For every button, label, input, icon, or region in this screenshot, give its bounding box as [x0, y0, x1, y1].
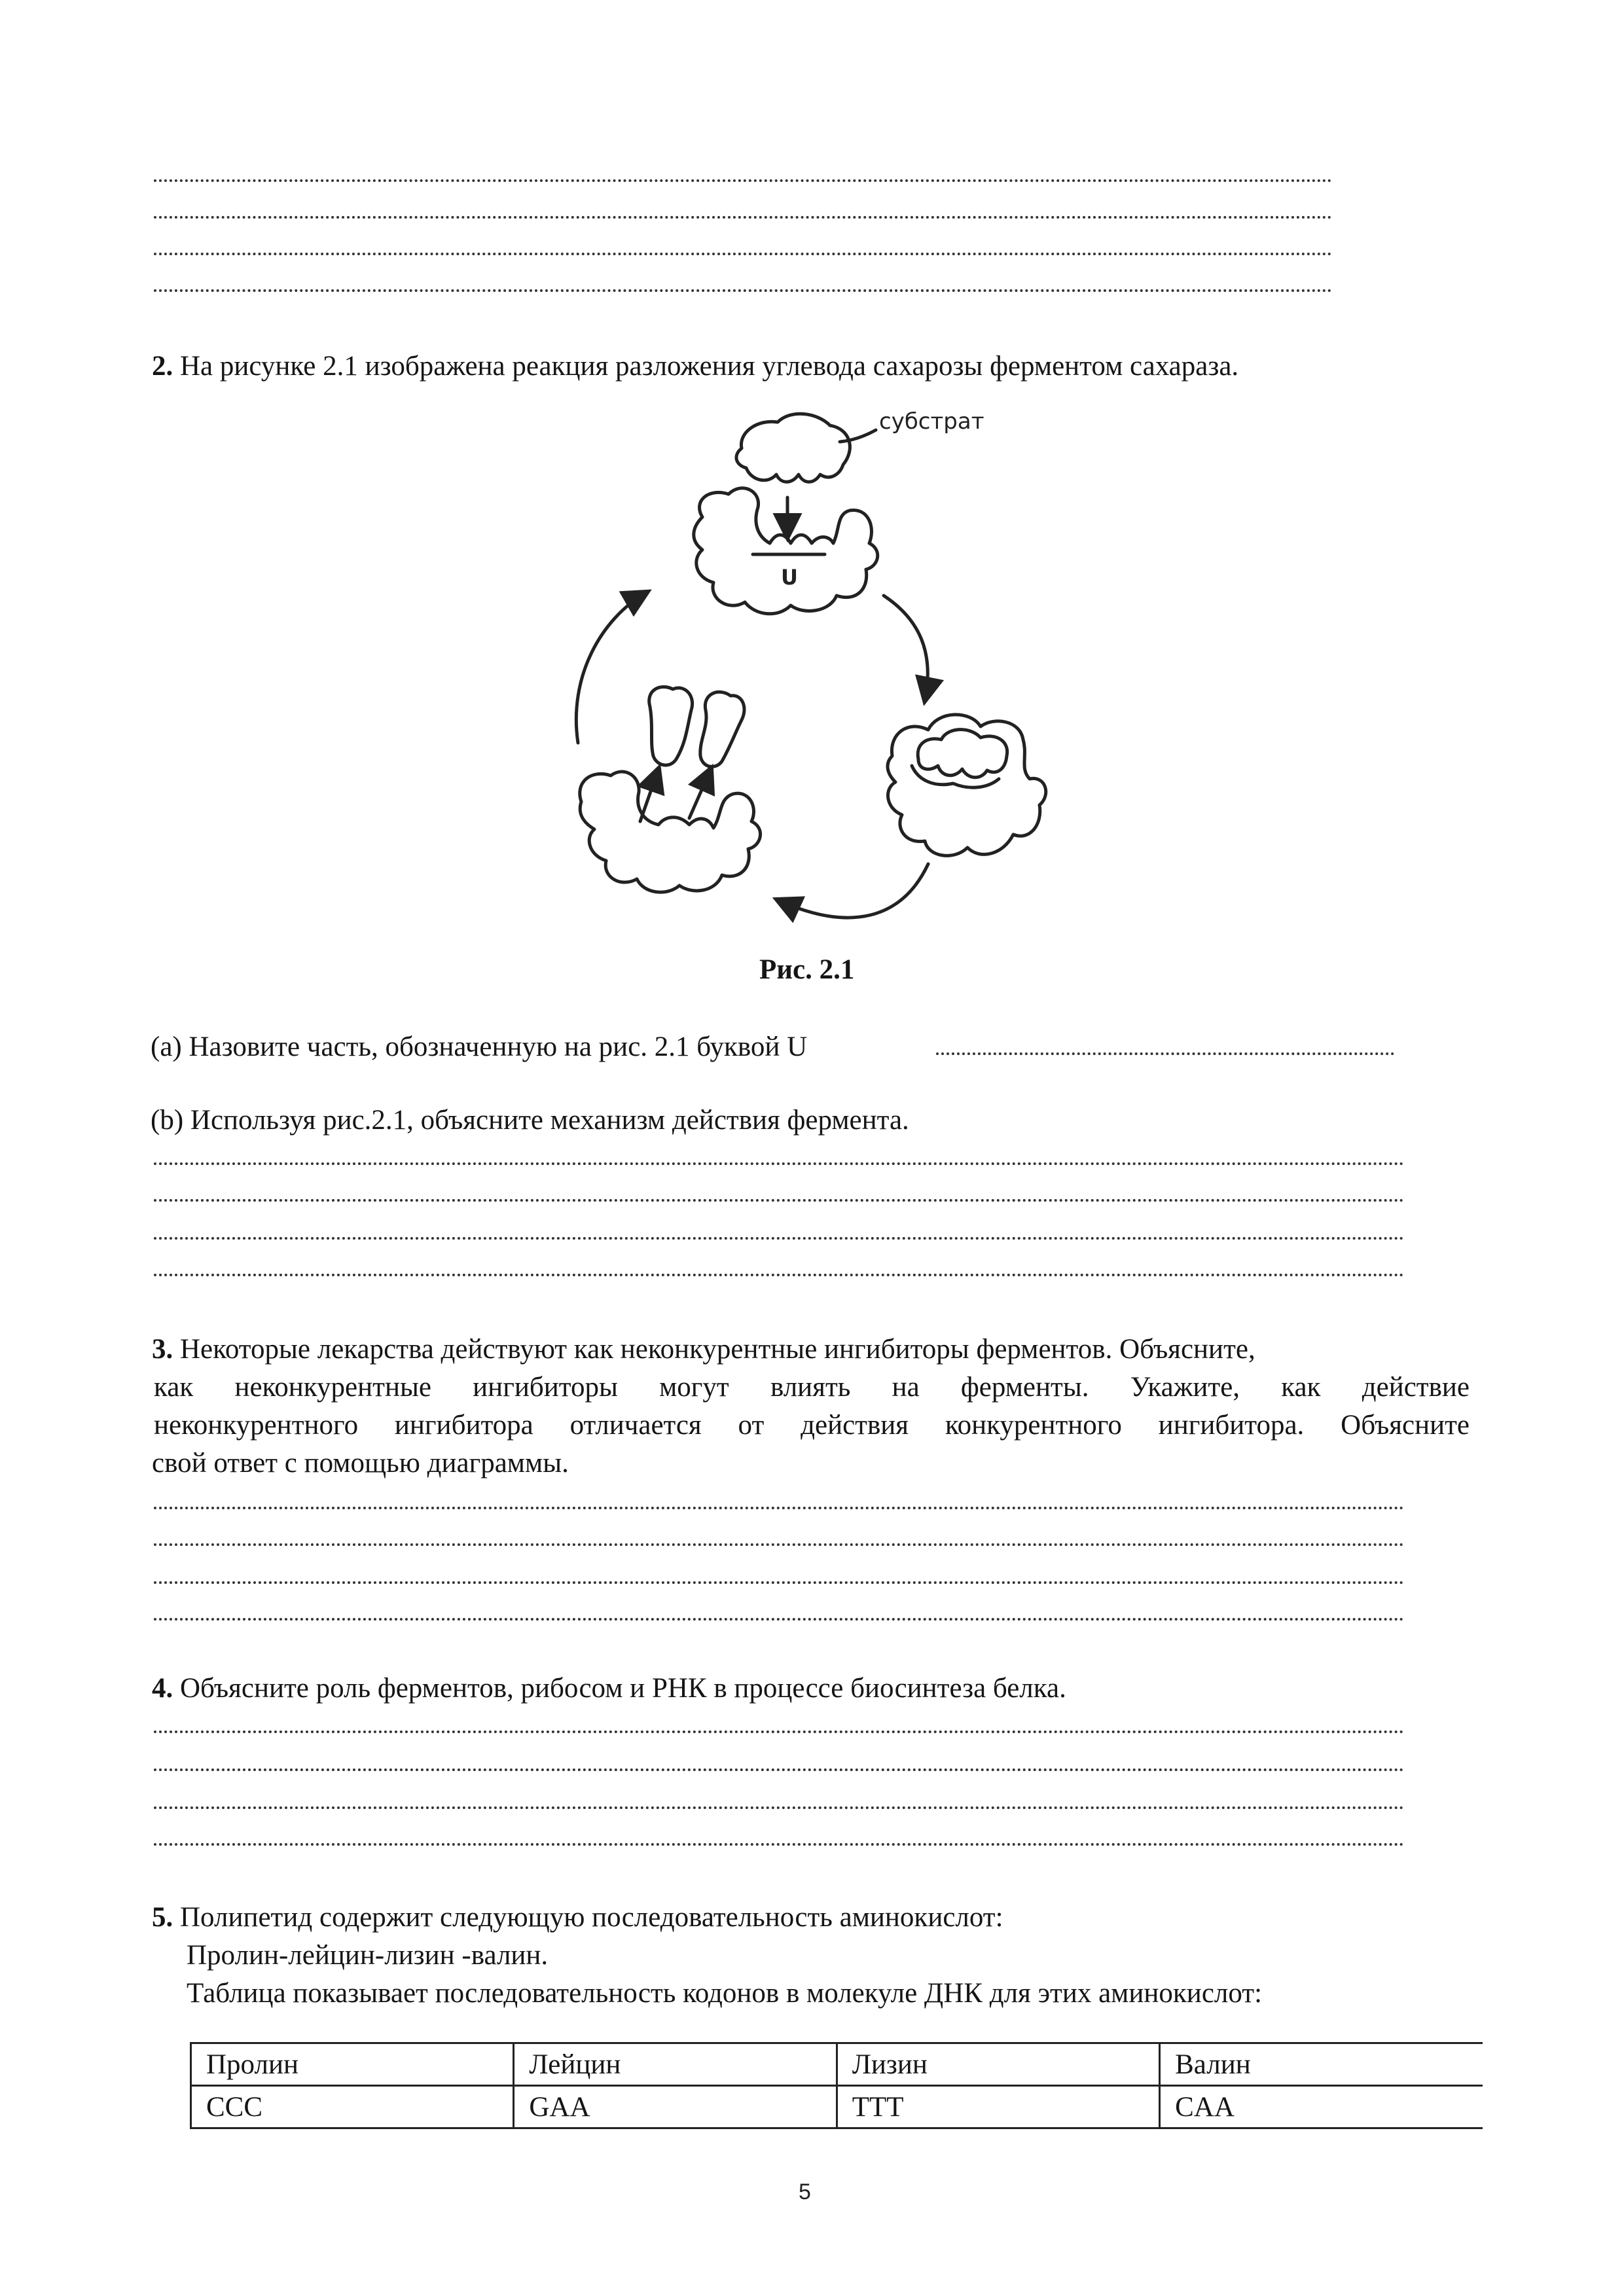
substrate-shape	[736, 414, 850, 482]
cycle-arrow-bottom	[778, 864, 928, 918]
question-5	[152, 1903, 1003, 1931]
table-header-cell: Лизин	[837, 2043, 1159, 2086]
question-4	[152, 1674, 1066, 1702]
answer-line	[154, 250, 1332, 258]
product-2	[700, 692, 744, 766]
question-text: Объясните роль ферментов, рибосом и РНК в процессе биосинтеза белка.	[180, 1673, 1066, 1704]
answer-line-3[interactable]	[154, 1615, 1404, 1623]
answer-line-4[interactable]	[154, 1840, 1404, 1848]
answer-line-4[interactable]	[154, 1804, 1404, 1812]
question-2	[152, 352, 1238, 380]
table-cell: CAA	[1160, 2086, 1483, 2128]
product-arrow-1	[640, 769, 659, 821]
table-intro: Таблица показывает последовательность кодонов в молекуле ДНК для этих аминокислот:	[187, 1978, 1263, 2009]
active-site-label: U	[781, 565, 798, 590]
question-number: 4.	[152, 1673, 173, 1704]
table-cell: GAA	[514, 2086, 837, 2128]
table-header-cell: Лейцин	[514, 2043, 837, 2086]
answer-line-2b[interactable]	[154, 1234, 1404, 1242]
enzyme-substrate-complex	[888, 715, 1046, 856]
table-cell: TTT	[837, 2086, 1159, 2128]
cycle-arrow-top-right	[884, 596, 928, 700]
cycle-arrow-left-top	[576, 592, 647, 743]
answer-line-2a[interactable]	[936, 1050, 1394, 1058]
amino-acid-sequence: Пролин-лейцин-лизин -валин.	[187, 1940, 549, 1971]
table-header-cell: Пролин	[191, 2043, 514, 2086]
answer-line-2b[interactable]	[154, 1271, 1404, 1279]
enzyme-top	[694, 488, 878, 614]
question-3-line-1	[152, 1335, 1255, 1363]
question-3-line-2: как неконкурентные ингибиторы могут влиять на ферменты. Укажите, как действие	[154, 1372, 1470, 1403]
answer-line-4[interactable]	[154, 1766, 1404, 1774]
answer-line-3[interactable]	[154, 1541, 1404, 1549]
question-text: На рисунке 2.1 изображена реакция разложения углевода сахарозы ферментом сахараза.	[180, 351, 1239, 382]
page-number: 5	[799, 2179, 811, 2204]
question-number: 5.	[152, 1902, 173, 1933]
bound-substrate	[918, 730, 1007, 778]
table-row	[191, 2086, 1483, 2128]
table-header-cell: Валин	[1160, 2043, 1483, 2086]
enzyme-reaction-diagram	[562, 403, 1118, 949]
answer-line	[154, 213, 1332, 221]
answer-line-3[interactable]	[154, 1504, 1404, 1512]
question-number: 3.	[152, 1334, 173, 1365]
enzyme-left	[580, 772, 761, 892]
table-row	[191, 2043, 1483, 2086]
question-3-line-3: неконкурентного ингибитора отличается от действия конкурентного ингибитора. Объясните	[154, 1410, 1470, 1441]
question-2a: (a) Назовите часть, обозначенную на рис. 2.1 буквой U	[151, 1031, 808, 1062]
figure-caption: Рис. 2.1	[759, 954, 855, 985]
question-2b: (b) Используя рис.2.1, объясните механизм действия фермента.	[151, 1105, 909, 1136]
question-number: 2.	[152, 351, 173, 382]
answer-line-2b[interactable]	[154, 1196, 1404, 1204]
answer-line-2b[interactable]	[154, 1160, 1404, 1168]
answer-line	[154, 177, 1332, 185]
product-1	[649, 687, 693, 765]
substrate-label: субстрат	[879, 408, 984, 435]
question-text: Некоторые лекарства действуют как неконкурентные ингибиторы ферментов. Объясните,	[180, 1334, 1255, 1365]
codon-table	[190, 2042, 1483, 2129]
product-arrow-2	[689, 769, 711, 818]
answer-line	[154, 287, 1332, 295]
answer-line-3[interactable]	[154, 1579, 1404, 1587]
table-cell: CCC	[191, 2086, 514, 2128]
answer-line-4[interactable]	[154, 1728, 1404, 1736]
question-3-line-4: свой ответ с помощью диаграммы.	[152, 1448, 569, 1479]
question-text: Полипетид содержит следующую последовательность аминокислот:	[180, 1902, 1003, 1933]
